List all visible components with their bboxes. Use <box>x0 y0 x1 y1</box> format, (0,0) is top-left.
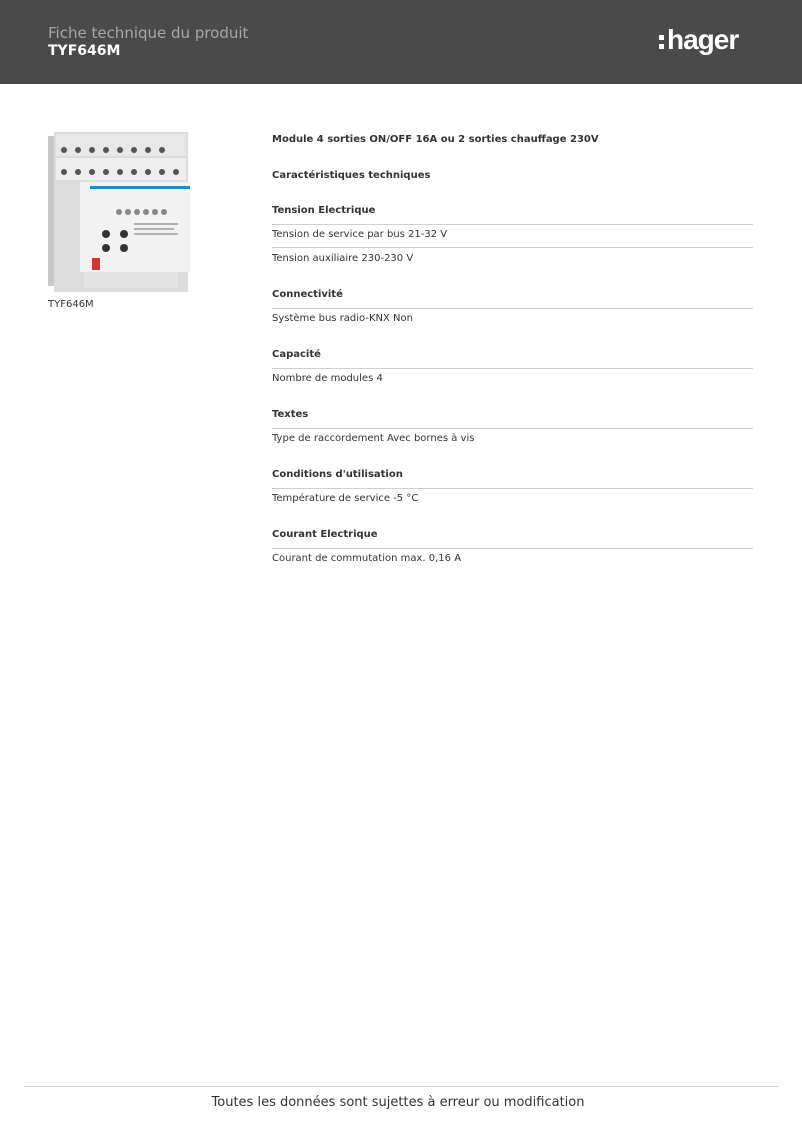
footer-disclaimer: Toutes les données sont sujettes à erreur ou modification <box>211 1095 585 1110</box>
spec-row: Nombre de modules 4 <box>272 373 383 384</box>
header-subtitle: Fiche technique du produit <box>48 24 249 42</box>
header-title: TYF646M <box>48 43 121 59</box>
spec-row: Température de service -5 °C <box>272 493 419 504</box>
image-caption: TYF646M <box>48 299 94 310</box>
spec-group-courant <box>272 528 753 566</box>
group-title: Textes <box>272 408 753 429</box>
spec-group-textes <box>272 408 753 446</box>
group-title: Tension Electrique <box>272 204 753 225</box>
spec-group-conditions <box>272 468 753 506</box>
spec-row: Courant de commutation max. 0,16 A <box>272 553 462 564</box>
spec-group-connectivite <box>272 288 753 326</box>
spec-row: Système bus radio-KNX Non <box>272 313 413 324</box>
logo-text: hager <box>667 24 739 55</box>
spec-row: Tension de service par bus 21-32 V <box>272 229 448 240</box>
hager-logo <box>656 22 756 58</box>
spec-group-tension <box>272 204 753 266</box>
footer-divider <box>24 1086 778 1087</box>
group-title: Conditions d'utilisation <box>272 468 753 489</box>
spec-row: Tension auxiliaire 230-230 V <box>272 247 753 266</box>
spec-group-capacite <box>272 348 753 386</box>
group-title: Courant Electrique <box>272 528 753 549</box>
group-title: Capacité <box>272 348 753 369</box>
product-image <box>44 128 204 296</box>
spec-content <box>272 133 753 588</box>
spec-groups <box>272 204 753 566</box>
product-heading: Module 4 sorties ON/OFF 16A ou 2 sorties chauffage 230V <box>272 134 599 145</box>
spec-row: Type de raccordement Avec bornes à vis <box>272 433 475 444</box>
group-title: Connectivité <box>272 288 753 309</box>
page-header <box>0 0 802 84</box>
specs-heading: Caractéristiques techniques <box>272 170 431 181</box>
